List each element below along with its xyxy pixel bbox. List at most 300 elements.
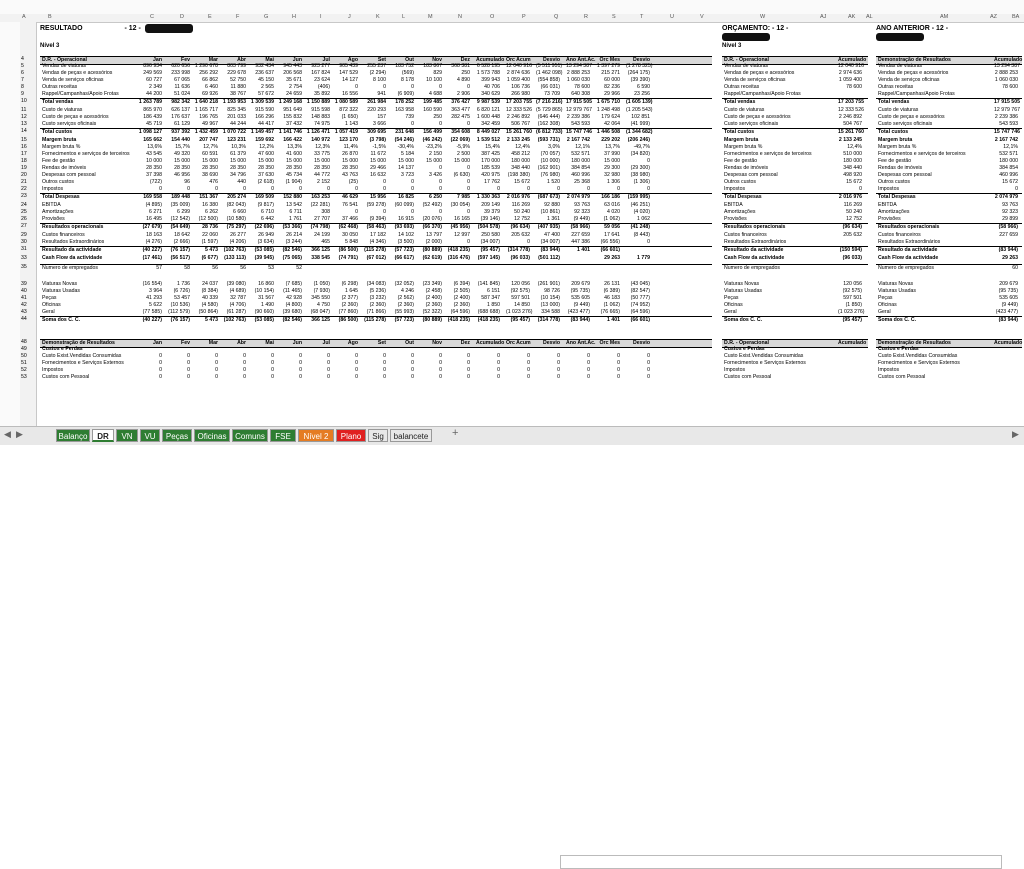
cell-value[interactable]: 366 125 xyxy=(311,317,330,323)
cell-value[interactable]: 0 xyxy=(617,360,620,366)
cell-value[interactable]: 0 xyxy=(497,367,500,373)
column-header-u[interactable]: U xyxy=(670,14,674,20)
cell-value[interactable]: 154 440 xyxy=(171,137,190,143)
cell-value[interactable]: 163 253 xyxy=(311,194,330,200)
table-row[interactable] xyxy=(40,179,712,186)
cell-value[interactable]: 28 350 xyxy=(146,165,162,171)
cell-value[interactable]: 15 000 xyxy=(398,158,414,164)
cell-value[interactable]: 0 xyxy=(439,353,442,359)
table-row[interactable] xyxy=(40,84,712,91)
cell-value[interactable]: 189 448 xyxy=(171,194,190,200)
cell-value[interactable]: (5 236) xyxy=(369,288,386,294)
cell-value[interactable]: (23 349) xyxy=(422,281,442,287)
cell-value[interactable]: 872 322 xyxy=(339,107,358,113)
column-header-r[interactable]: R xyxy=(584,14,588,20)
cell-value[interactable]: 0 xyxy=(587,360,590,366)
cell-value[interactable]: 2 754 xyxy=(289,84,302,90)
cell-value[interactable]: (1 597) xyxy=(201,239,218,245)
row-number[interactable]: 20 xyxy=(21,172,27,178)
cell-value[interactable]: 309 695 xyxy=(367,129,386,135)
cell-value[interactable]: (58 966) xyxy=(570,224,590,230)
prev-year-value[interactable]: 15 747 746 xyxy=(994,129,1020,135)
cell-value[interactable]: 176 637 xyxy=(171,114,190,120)
cell-value[interactable]: (1 062) xyxy=(603,216,620,222)
table-row[interactable] xyxy=(40,309,712,316)
cell-value[interactable]: 282 475 xyxy=(451,114,470,120)
cell-value[interactable]: 951 649 xyxy=(283,107,302,113)
cell-value[interactable]: (7 930) xyxy=(313,288,330,294)
cell-value[interactable]: (74 952) xyxy=(630,302,650,308)
table-row[interactable] xyxy=(40,172,712,179)
row-number[interactable]: 51 xyxy=(21,360,27,366)
cell-value[interactable]: (1 306) xyxy=(633,179,650,185)
cell-value[interactable]: (7 216 216) xyxy=(536,99,563,105)
cell-value[interactable]: (90 660) xyxy=(254,309,274,315)
cell-value[interactable]: (13 000) xyxy=(540,302,560,308)
cell-value[interactable]: 0 xyxy=(271,367,274,373)
prev-year-row[interactable] xyxy=(876,367,1022,374)
cell-value[interactable]: 12 979 767 xyxy=(566,107,592,113)
cell-value[interactable]: (76 157) xyxy=(170,317,190,323)
cell-value[interactable]: 46 956 xyxy=(174,172,190,178)
cell-value[interactable]: (95 735) xyxy=(570,288,590,294)
cell-value[interactable]: (83 944) xyxy=(540,247,560,253)
cell-value[interactable]: 0 xyxy=(383,186,386,192)
cell-value[interactable]: 30 050 xyxy=(342,232,358,238)
cell-value[interactable]: (76 157) xyxy=(170,247,190,253)
budget-row[interactable] xyxy=(722,302,868,309)
budget-row[interactable] xyxy=(722,202,868,209)
prev-year-row[interactable] xyxy=(876,193,1022,201)
budget-value[interactable]: 180 000 xyxy=(843,158,862,164)
budget-value[interactable]: 12 040 916 xyxy=(838,63,864,69)
cell-value[interactable]: 4 688 xyxy=(429,91,442,97)
cell-value[interactable]: 10 000 xyxy=(146,158,162,164)
cell-value[interactable]: 11 880 xyxy=(230,84,246,90)
cell-value[interactable]: 53 xyxy=(268,265,274,271)
cell-value[interactable]: 157 xyxy=(377,114,386,120)
cell-value[interactable]: 0 xyxy=(557,186,560,192)
row-number[interactable]: 8 xyxy=(21,84,24,90)
cell-value[interactable]: 1 306 xyxy=(607,179,620,185)
column-header-c[interactable]: C xyxy=(150,14,154,20)
sheet-tab-balanço[interactable]: Balanço xyxy=(56,429,90,442)
prev-year-value[interactable]: 209 679 xyxy=(999,281,1018,287)
prev-year-row[interactable] xyxy=(876,288,1022,295)
budget-value[interactable]: 15 672 xyxy=(846,179,862,185)
budget-value[interactable]: 78 600 xyxy=(846,84,862,90)
cell-value[interactable]: 229 202 xyxy=(601,137,620,143)
cell-value[interactable]: 0 xyxy=(187,367,190,373)
cell-value[interactable]: 148 883 xyxy=(311,114,330,120)
cell-value[interactable]: (8 384) xyxy=(201,288,218,294)
table-row[interactable] xyxy=(40,98,712,106)
column-header-q[interactable]: Q xyxy=(554,14,559,20)
budget-row[interactable] xyxy=(722,288,868,295)
cell-value[interactable]: 4 890 xyxy=(457,77,470,83)
cell-value[interactable]: 2 016 976 xyxy=(506,194,530,200)
cell-value[interactable]: 532 571 xyxy=(571,151,590,157)
cell-value[interactable]: 3 723 xyxy=(401,172,414,178)
cell-value[interactable]: 196 765 xyxy=(199,114,218,120)
cell-value[interactable]: 183 867 xyxy=(423,63,442,69)
cell-value[interactable]: 13 294 387 xyxy=(566,63,592,69)
row-number[interactable]: 10 xyxy=(21,98,27,104)
cell-value[interactable]: 41 293 xyxy=(146,295,162,301)
row-number[interactable]: 49 xyxy=(21,346,27,352)
cell-value[interactable]: 0 xyxy=(527,239,530,245)
cell-value[interactable]: (8 443) xyxy=(633,232,650,238)
cell-value[interactable]: 6 460 xyxy=(205,84,218,90)
column-header-az[interactable]: AZ xyxy=(990,14,998,20)
budget-value[interactable]: 17 203 755 xyxy=(838,99,864,105)
cell-value[interactable]: 5 622 xyxy=(149,302,162,308)
cell-value[interactable]: 165 662 xyxy=(143,137,162,143)
cell-value[interactable]: 0 xyxy=(299,353,302,359)
budget-row[interactable] xyxy=(722,295,868,302)
cell-value[interactable]: 5 473 xyxy=(205,317,218,323)
cell-value[interactable]: 255 237 xyxy=(367,63,386,69)
cell-value[interactable]: (2 666) xyxy=(173,239,190,245)
cell-value[interactable]: 0 xyxy=(439,367,442,373)
cell-value[interactable]: 2 500 xyxy=(457,151,470,157)
cell-value[interactable]: (66 617) xyxy=(394,255,414,261)
cell-value[interactable]: 28 350 xyxy=(230,165,246,171)
cell-value[interactable]: 236 637 xyxy=(255,70,274,76)
row-number[interactable]: 40 xyxy=(21,288,27,294)
cell-value[interactable]: 6 250 xyxy=(429,194,442,200)
cell-value[interactable]: 13,3% xyxy=(287,144,302,150)
budget-row[interactable] xyxy=(722,63,868,70)
cell-value[interactable]: 25 368 xyxy=(574,179,590,185)
budget-value[interactable]: 348 440 xyxy=(843,165,862,171)
cell-value[interactable]: (3 232) xyxy=(369,295,386,301)
cell-value[interactable]: 229 678 xyxy=(227,70,246,76)
cell-value[interactable]: 0 xyxy=(355,353,358,359)
cell-value[interactable]: 0 xyxy=(159,367,162,373)
cell-value[interactable]: 0 xyxy=(411,367,414,373)
cell-value[interactable]: 923 277 xyxy=(311,63,330,69)
cell-value[interactable]: 1 539 512 xyxy=(476,137,500,143)
row-number[interactable]: 26 xyxy=(21,216,27,222)
cell-value[interactable]: (2 400) xyxy=(453,295,470,301)
cell-value[interactable]: 166 422 xyxy=(283,137,302,143)
prev-year-row[interactable] xyxy=(876,209,1022,216)
cell-value[interactable]: 37 630 xyxy=(258,172,274,178)
table-row[interactable] xyxy=(40,316,712,324)
cell-value[interactable]: 29 466 xyxy=(370,165,386,171)
cell-value[interactable]: -5,9% xyxy=(456,144,470,150)
cell-value[interactable]: (39 146) xyxy=(480,216,500,222)
column-header-am[interactable]: AM xyxy=(940,14,949,20)
prev-year-value[interactable]: (95 735) xyxy=(998,288,1018,294)
cell-value[interactable]: 180 000 xyxy=(571,158,590,164)
cell-value[interactable]: 440 xyxy=(237,179,246,185)
cell-value[interactable]: 67 065 xyxy=(174,77,190,83)
cell-value[interactable]: 0 xyxy=(497,353,500,359)
cell-value[interactable]: 231 648 xyxy=(395,129,414,135)
cell-value[interactable]: (70 057) xyxy=(540,151,560,157)
cell-value[interactable]: 17 182 xyxy=(370,232,386,238)
budget-row[interactable] xyxy=(722,144,868,151)
cell-value[interactable]: (2 360) xyxy=(369,302,386,308)
budget-value[interactable]: Acumulado xyxy=(838,340,867,346)
cell-value[interactable]: (80 889) xyxy=(422,247,442,253)
cell-value[interactable]: 53 457 xyxy=(174,295,190,301)
cell-value[interactable]: 1 645 xyxy=(345,288,358,294)
cell-value[interactable]: 0 xyxy=(271,186,274,192)
budget-value[interactable]: 120 056 xyxy=(843,281,862,287)
cell-value[interactable]: 0 xyxy=(647,239,650,245)
cell-value[interactable]: (95 457) xyxy=(510,317,530,323)
column-header-m[interactable]: M xyxy=(428,14,433,20)
cell-value[interactable]: 0 xyxy=(647,367,650,373)
sheet-tab-dr[interactable]: DR xyxy=(92,429,114,442)
cell-value[interactable]: (82 546) xyxy=(282,317,302,323)
cell-value[interactable]: (50 864) xyxy=(198,309,218,315)
cell-value[interactable]: 0 xyxy=(617,186,620,192)
prev-year-row[interactable] xyxy=(876,121,1022,128)
prev-year-value[interactable]: Acumulado xyxy=(994,57,1023,63)
row-number[interactable]: 31 xyxy=(21,246,27,252)
cell-value[interactable]: 0 xyxy=(187,374,190,380)
cell-value[interactable]: (2 360) xyxy=(397,302,414,308)
cell-value[interactable]: (4 276) xyxy=(145,239,162,245)
cell-value[interactable]: 0 xyxy=(411,209,414,215)
cell-value[interactable]: (6 909) xyxy=(397,91,414,97)
cell-value[interactable]: 1 080 589 xyxy=(334,99,358,105)
budget-row[interactable] xyxy=(722,98,868,106)
cell-value[interactable]: (54 649) xyxy=(170,224,190,230)
row-number[interactable]: 23 xyxy=(21,193,27,199)
budget-value[interactable]: 50 240 xyxy=(846,209,862,215)
cell-value[interactable]: (2 360) xyxy=(425,302,442,308)
cell-value[interactable]: 0 xyxy=(467,186,470,192)
cell-value[interactable]: (406) xyxy=(317,84,330,90)
horizontal-scrollbar[interactable] xyxy=(560,855,1002,869)
cell-value[interactable]: (40 227) xyxy=(142,247,162,253)
cell-value[interactable]: 0 xyxy=(383,367,386,373)
budget-value[interactable]: (150 594) xyxy=(839,247,862,253)
cell-value[interactable]: (2 360) xyxy=(453,302,470,308)
cell-value[interactable]: 0 xyxy=(467,367,470,373)
cell-value[interactable]: 61 379 xyxy=(230,151,246,157)
cell-value[interactable]: 1 141 746 xyxy=(278,129,302,135)
cell-value[interactable]: 0 xyxy=(647,353,650,359)
cell-value[interactable]: (50 777) xyxy=(630,295,650,301)
cell-value[interactable]: 43 545 xyxy=(146,151,162,157)
cell-value[interactable]: (5 729 865) xyxy=(536,107,563,113)
cell-value[interactable]: 0 xyxy=(355,360,358,366)
cell-value[interactable]: (77 860) xyxy=(338,309,358,315)
cell-value[interactable]: (16 554) xyxy=(142,281,162,287)
budget-value[interactable]: 12 333 526 xyxy=(838,107,864,113)
cell-value[interactable]: (504 578) xyxy=(477,224,500,230)
cell-value[interactable]: 152 880 xyxy=(283,194,302,200)
cell-value[interactable]: 0 xyxy=(557,360,560,366)
cell-value[interactable]: (12 542) xyxy=(170,216,190,222)
cell-value[interactable]: 15 000 xyxy=(174,158,190,164)
cell-value[interactable]: 249 569 xyxy=(143,70,162,76)
cell-value[interactable]: 47 600 xyxy=(258,151,274,157)
cell-value[interactable]: 44 417 xyxy=(258,121,274,127)
cell-value[interactable]: 0 xyxy=(187,360,190,366)
row-number[interactable]: 11 xyxy=(21,107,27,113)
cell-value[interactable]: (80 889) xyxy=(422,317,442,323)
column-header-l[interactable]: L xyxy=(402,14,406,20)
cell-value[interactable]: 915 590 xyxy=(255,107,274,113)
cell-value[interactable]: 0 xyxy=(383,209,386,215)
cell-value[interactable]: 6 299 xyxy=(177,209,190,215)
cell-value[interactable]: 215 271 xyxy=(601,70,620,76)
cell-value[interactable]: (6 394) xyxy=(453,281,470,287)
cell-value[interactable]: (34 820) xyxy=(630,151,650,157)
cell-value[interactable]: 147 529 xyxy=(339,70,358,76)
cell-value[interactable]: 180 000 xyxy=(511,158,530,164)
prev-year-value[interactable]: 384 854 xyxy=(999,165,1018,171)
cell-value[interactable]: 0 xyxy=(439,84,442,90)
column-header-i[interactable]: I xyxy=(320,14,322,20)
prev-year-value[interactable]: Acumulado xyxy=(994,340,1023,346)
cell-value[interactable]: 6 711 xyxy=(289,209,302,215)
cell-value[interactable]: 0 xyxy=(439,374,442,380)
cell-value[interactable]: 9 987 539 xyxy=(476,99,500,105)
cell-value[interactable]: (112 579) xyxy=(168,309,190,315)
cell-value[interactable]: -30,4% xyxy=(397,144,414,150)
cell-value[interactable]: 179 624 xyxy=(601,114,620,120)
cell-value[interactable]: 14 102 xyxy=(398,232,414,238)
cell-value[interactable]: 535 605 xyxy=(571,295,590,301)
budget-row[interactable] xyxy=(722,70,868,77)
cell-value[interactable]: 14 137 xyxy=(398,165,414,171)
cell-value[interactable]: 1 401 xyxy=(607,317,620,323)
cell-value[interactable]: (141 845) xyxy=(477,281,500,287)
budget-row[interactable] xyxy=(722,84,868,91)
cell-value[interactable]: 1 249 168 xyxy=(278,99,302,105)
prev-year-row[interactable] xyxy=(876,186,1022,193)
cell-value[interactable]: 51 024 xyxy=(174,91,190,97)
cell-value[interactable]: (2 505) xyxy=(453,288,470,294)
cell-value[interactable]: 11 672 xyxy=(370,151,386,157)
cell-value[interactable]: 1 059 400 xyxy=(506,77,530,83)
cell-value[interactable]: 73 709 xyxy=(544,91,560,97)
cell-value[interactable]: (22 696) xyxy=(254,224,274,230)
cell-value[interactable]: 1 600 448 xyxy=(476,114,500,120)
budget-row[interactable] xyxy=(722,91,868,98)
cell-value[interactable]: 15 000 xyxy=(370,158,386,164)
cell-value[interactable]: 16 825 xyxy=(398,194,414,200)
cell-value[interactable]: (569) xyxy=(401,70,414,76)
cell-value[interactable]: 0 xyxy=(355,84,358,90)
cell-value[interactable]: 1 143 xyxy=(345,121,358,127)
cell-value[interactable]: (159 995) xyxy=(627,194,650,200)
cell-value[interactable]: 465 xyxy=(321,239,330,245)
cell-value[interactable]: (4 706) xyxy=(229,302,246,308)
column-header-o[interactable]: O xyxy=(490,14,495,20)
cell-value[interactable]: 15,7% xyxy=(175,144,190,150)
prev-year-row[interactable] xyxy=(876,232,1022,239)
cell-value[interactable]: 52 xyxy=(296,265,302,271)
budget-row[interactable] xyxy=(722,353,868,360)
cell-value[interactable]: 0 xyxy=(467,84,470,90)
cell-value[interactable]: 1 432 459 xyxy=(194,129,218,135)
budget-value[interactable]: (92 575) xyxy=(842,288,862,294)
budget-value[interactable]: (1 023 276) xyxy=(838,309,865,315)
budget-row[interactable] xyxy=(722,151,868,158)
cell-value[interactable]: -49,7% xyxy=(633,144,650,150)
cell-value[interactable]: (1 605 139) xyxy=(626,99,653,105)
column-header-b[interactable]: B xyxy=(48,14,52,20)
prev-year-value[interactable]: 12 979 767 xyxy=(994,107,1020,113)
prev-year-row[interactable] xyxy=(876,302,1022,309)
row-number[interactable]: 52 xyxy=(21,367,27,373)
cell-value[interactable]: (3 244) xyxy=(285,239,302,245)
budget-value[interactable]: 597 501 xyxy=(843,295,862,301)
row-number[interactable]: 33 xyxy=(21,255,27,261)
cell-value[interactable]: (53 085) xyxy=(254,317,274,323)
sheet-tab-nível-2[interactable]: Nível 2 xyxy=(298,429,334,442)
cell-value[interactable]: 28 350 xyxy=(286,165,302,171)
table-row[interactable] xyxy=(40,128,712,136)
table-row[interactable] xyxy=(40,223,712,231)
table-row[interactable] xyxy=(40,353,712,360)
prev-year-value[interactable]: 2 239 386 xyxy=(994,114,1018,120)
sheet-tab-balancete[interactable]: balancete xyxy=(390,429,432,442)
column-header-p[interactable]: P xyxy=(522,14,526,20)
cell-value[interactable]: 178 252 xyxy=(395,99,414,105)
cell-value[interactable]: 66 862 xyxy=(202,77,218,83)
cell-value[interactable]: 5 848 xyxy=(345,239,358,245)
budget-value[interactable]: 498 920 xyxy=(843,172,862,178)
cell-value[interactable]: (41 248) xyxy=(630,224,650,230)
cell-value[interactable]: (162 308) xyxy=(537,121,560,127)
cell-value[interactable]: 17 915 505 xyxy=(566,99,592,105)
budget-row[interactable] xyxy=(722,209,868,216)
table-row[interactable] xyxy=(40,158,712,165)
cell-value[interactable]: 56 xyxy=(212,265,218,271)
cell-value[interactable]: 250 580 xyxy=(481,232,500,238)
cell-value[interactable]: 44 244 xyxy=(230,121,246,127)
row-number[interactable]: 53 xyxy=(21,374,27,380)
add-sheet-button[interactable]: + xyxy=(452,427,459,439)
column-header[interactable] xyxy=(0,14,1024,23)
cell-value[interactable]: 0 xyxy=(299,360,302,366)
budget-value[interactable]: 12 752 xyxy=(846,216,862,222)
budget-value[interactable]: (96 634) xyxy=(842,224,862,230)
cell-value[interactable]: (6 726) xyxy=(173,288,190,294)
cell-value[interactable]: (6 630) xyxy=(453,172,470,178)
cell-value[interactable]: 896 934 xyxy=(143,63,162,69)
budget-value[interactable]: 116 269 xyxy=(843,202,862,208)
column-header-s[interactable]: S xyxy=(612,14,616,20)
prev-year-value[interactable]: 60 xyxy=(1012,265,1018,271)
table-row[interactable] xyxy=(40,302,712,309)
cell-value[interactable]: (102 763) xyxy=(223,317,246,323)
cell-value[interactable]: (2 458) xyxy=(425,288,442,294)
cell-value[interactable]: (62 468) xyxy=(338,224,358,230)
cell-value[interactable]: (56 517) xyxy=(170,255,190,261)
cell-value[interactable]: 24 037 xyxy=(202,281,218,287)
prev-year-value[interactable]: 13 294 387 xyxy=(994,63,1020,69)
budget-value[interactable]: (96 033) xyxy=(842,255,862,261)
cell-value[interactable]: 4 020 xyxy=(607,209,620,215)
column-header-t[interactable]: T xyxy=(640,14,644,20)
cell-value[interactable]: 458 212 xyxy=(511,151,530,157)
prev-year-value[interactable]: 460 996 xyxy=(999,172,1018,178)
table-row[interactable] xyxy=(40,144,712,151)
prev-year-row[interactable] xyxy=(876,137,1022,144)
cell-value[interactable]: 57 xyxy=(156,265,162,271)
